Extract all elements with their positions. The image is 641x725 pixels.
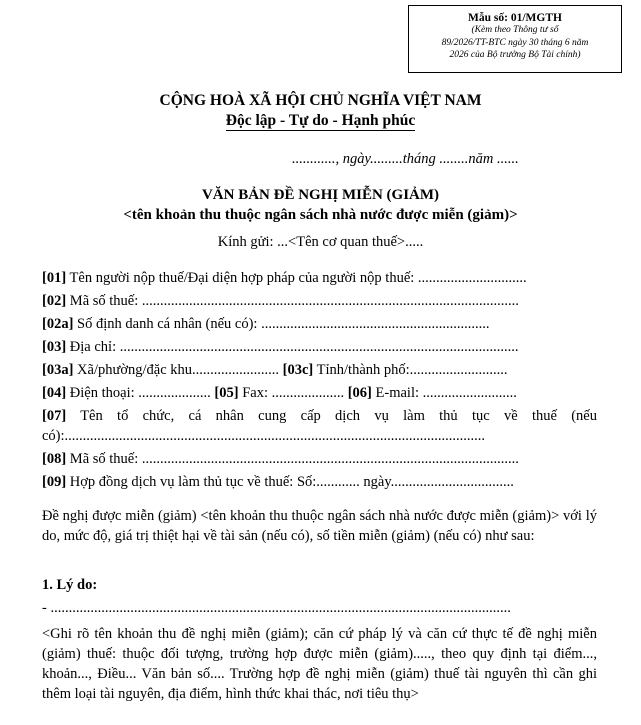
- form-code: Mẫu số: 01/MGTH: [468, 12, 562, 24]
- field-06-text: E-mail: ..........................: [371, 385, 517, 401]
- field-09-code: [09]: [42, 474, 67, 490]
- form-note-line1: (Kèm theo Thông tư số: [471, 25, 559, 35]
- field-03a-03c: [42, 362, 508, 379]
- field-06-code: [06]: [347, 385, 372, 401]
- addressee-line: Kính gửi: ...<Tên cơ quan thuế>.....: [217, 234, 424, 250]
- field-01: [42, 270, 527, 287]
- field-03-text: Địa chỉ: ..............................................................................................................: [66, 339, 519, 355]
- field-04-code: [04]: [42, 385, 67, 401]
- field-05-code: [05]: [214, 385, 239, 401]
- field-04-05-06: [42, 385, 517, 402]
- field-09-text: Hợp đồng dịch vụ làm thủ tục về thuế: Số:............ ngày..................................: [66, 474, 514, 490]
- field-08-text: Mã số thuế: ........................................................................................................: [66, 451, 519, 467]
- section-1-instruction: <Ghi rõ tên khoản thu đề nghị miễn (giảm); căn cứ pháp lý và căn cứ thực tế đề nghị miễn (giảm) thuế: thuộc đối tượng, trường hợp được miễn (giảm)....., theo quy định tại điểm..., khoản..., Điều... Văn bản số.... Trường hợp đề nghị miễn (giảm) thuế tài nguyên thì cần ghi thêm loại tài nguyên, địa điểm, hình thức khai thác, nơi tiêu thụ>: [42, 626, 597, 702]
- field-03a-code: [03a]: [42, 362, 74, 378]
- section-1-heading: 1. Lý do:: [42, 577, 98, 593]
- field-03a-text: Xã/phường/đặc khu........................: [73, 362, 283, 378]
- document-title: VĂN BẢN ĐỀ NGHỊ MIỄN (GIẢM): [201, 187, 440, 203]
- form-note-line3: 2026 của Bộ trưởng Bộ Tài chính): [449, 50, 581, 60]
- field-07-text: Tên tổ chức, cá nhân cung cấp dịch vụ làm thủ tục về thuế (nếu có):....................................................................................................................: [42, 408, 597, 444]
- field-08: [42, 451, 519, 468]
- field-01-code: [01]: [42, 270, 67, 286]
- field-03c-text: Tỉnh/thành phố:...........................: [313, 362, 508, 378]
- field-08-code: [08]: [42, 451, 67, 467]
- field-07-code: [07]: [42, 408, 67, 424]
- nation-heading: CỘNG HOÀ XÃ HỘI CHỦ NGHĨA VIỆT NAM: [159, 92, 482, 109]
- field-02a-text: Số định danh cá nhân (nếu có): ...............................................................: [73, 316, 490, 332]
- field-04-text: Điện thoại: ....................: [66, 385, 215, 401]
- field-03: [42, 339, 518, 356]
- field-03c-code: [03c]: [282, 362, 314, 378]
- motto-text: Độc lập - Tự do - Hạnh phúc: [225, 112, 416, 129]
- field-05-text: Fax: ....................: [238, 385, 348, 401]
- date-line: ............, ngày.........tháng ........năm ......: [292, 151, 519, 167]
- field-02a-code: [02a]: [42, 316, 74, 332]
- motto-heading: [0, 112, 641, 130]
- field-02a: [42, 316, 489, 333]
- field-09: [42, 474, 514, 491]
- field-02: [42, 293, 519, 310]
- request-paragraph: Đề nghị được miễn (giảm) <tên khoản thu thuộc ngân sách nhà nước được miễn (giảm)> với lý do, mức độ, giá trị thiệt hại về tài sản (nếu có), số tiền miễn (giảm) (nếu có) như sau:: [42, 508, 597, 544]
- section-1-dotted-line: - ...............................................................................................................................: [42, 600, 511, 616]
- field-03-code: [03]: [42, 339, 67, 355]
- field-01-text: Tên người nộp thuế/Đại diện hợp pháp của người nộp thuế: ..............................: [66, 270, 527, 286]
- form-note-line2: 89/2026/TT-BTC ngày 30 tháng 6 năm: [441, 37, 589, 48]
- form-code-box: [408, 5, 622, 73]
- document-subtitle: <tên khoản thu thuộc ngân sách nhà nước được miễn (giảm)>: [123, 207, 518, 223]
- field-02-code: [02]: [42, 293, 67, 309]
- field-07: [42, 406, 597, 448]
- field-02-text: Mã số thuế: ........................................................................................................: [66, 293, 519, 309]
